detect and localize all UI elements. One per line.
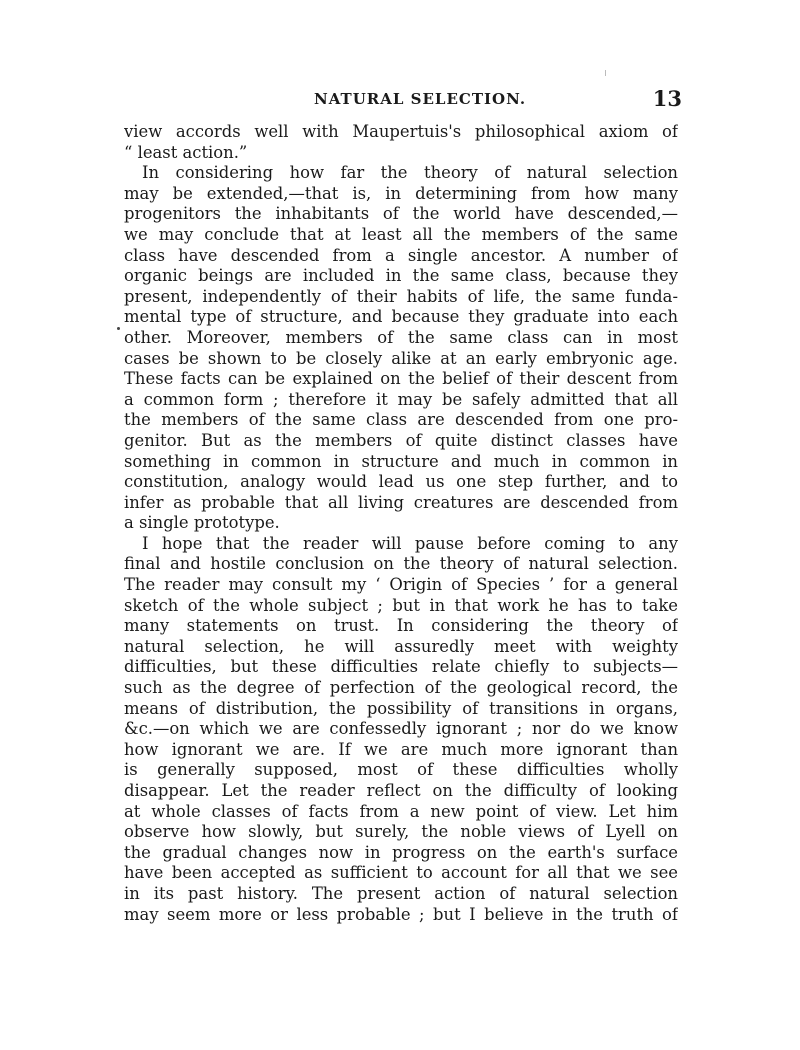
text-line: we may conclude that at least all the members of the same: [124, 224, 678, 244]
text-line: many statements on trust. In considering the theory of: [124, 616, 678, 636]
text-line: such as the degree of perfection of the geological record, the: [124, 678, 678, 698]
text-line: natural selection, he will assuredly meet with weighty: [124, 636, 678, 656]
paragraph-first-line: In considering how far the theory of natural selection: [142, 163, 678, 183]
text-line: at whole classes of facts from a new point of view. Let him: [124, 801, 678, 821]
text-line: have been accepted as sufficient to account for all that we see: [124, 863, 678, 883]
text-line: disappear. Let the reader reflect on the difficulty of looking: [124, 781, 678, 800]
text-line: means of distribution, the possibility of transitions in organs,: [124, 698, 678, 718]
text-line: something in common in structure and much in common in: [124, 451, 678, 471]
text-line: other. Moreover, members of the same class can in most: [124, 327, 678, 347]
text-line: genitor. But as the members of quite distinct classes have: [124, 430, 678, 450]
text-line: The reader may consult my ‘ Origin of Species ’ for a general: [124, 575, 678, 595]
margin-dot: [117, 327, 120, 330]
text-line: may seem more or less probable ; but I believe in the truth of: [124, 904, 678, 924]
paragraph-first-line: I hope that the reader will pause before coming to any: [142, 533, 678, 553]
text-line: mental type of structure, and because they graduate into each: [124, 307, 678, 327]
text-line: view accords well with Maupertuis's philosophical axiom of: [124, 122, 678, 141]
text-line: the gradual changes now in progress on the earth's surface: [124, 842, 678, 862]
text-line: the members of the same class are descended from one pro-: [124, 410, 678, 430]
text-line: “ least action.”: [124, 142, 248, 162]
text-line: &c.—on which we are confessedly ignorant ; nor do we know: [124, 719, 678, 739]
text-line: a common form ; therefore it may be safely admitted that all: [124, 389, 678, 409]
text-line: final and hostile conclusion on the theory of natural selection.: [124, 554, 678, 574]
text-line: infer as probable that all living creatures are descended from: [124, 492, 678, 512]
text-line: cases be shown to be closely alike at an early embryonic age.: [124, 348, 678, 368]
body-text: [124, 122, 678, 925]
text-line: progenitors the inhabitants of the world have descended,—: [124, 204, 678, 224]
scan-mark: [605, 70, 606, 76]
text-line: organic beings are included in the same class, because they: [124, 266, 678, 286]
running-head: NATURAL SELECTION.: [314, 90, 527, 108]
text-line: observe how slowly, but surely, the noble views of Lyell on: [124, 822, 678, 842]
page-header: [124, 86, 684, 116]
text-line: constitution, analogy would lead us one step further, and to: [124, 472, 678, 492]
text-line: class have descended from a single ancestor. A number of: [124, 245, 678, 265]
text-line: present, independently of their habits of life, the same funda-: [124, 286, 678, 306]
text-line: sketch of the whole subject ; but in that work he has to take: [124, 595, 678, 615]
text-line: is generally supposed, most of these difficulties wholly: [124, 760, 678, 780]
text-line: may be extended,—that is, in determining from how many: [124, 183, 678, 203]
text-line: a single prototype.: [124, 513, 280, 533]
text-line: These facts can be explained on the belief of their descent from: [124, 369, 678, 389]
text-line: difficulties, but these difficulties relate chiefly to subjects—: [124, 657, 678, 677]
text-line: in its past history. The present action of natural selection: [124, 883, 678, 903]
page-number: 13: [652, 86, 682, 111]
text-line: how ignorant we are. If we are much more ignorant than: [124, 739, 678, 759]
